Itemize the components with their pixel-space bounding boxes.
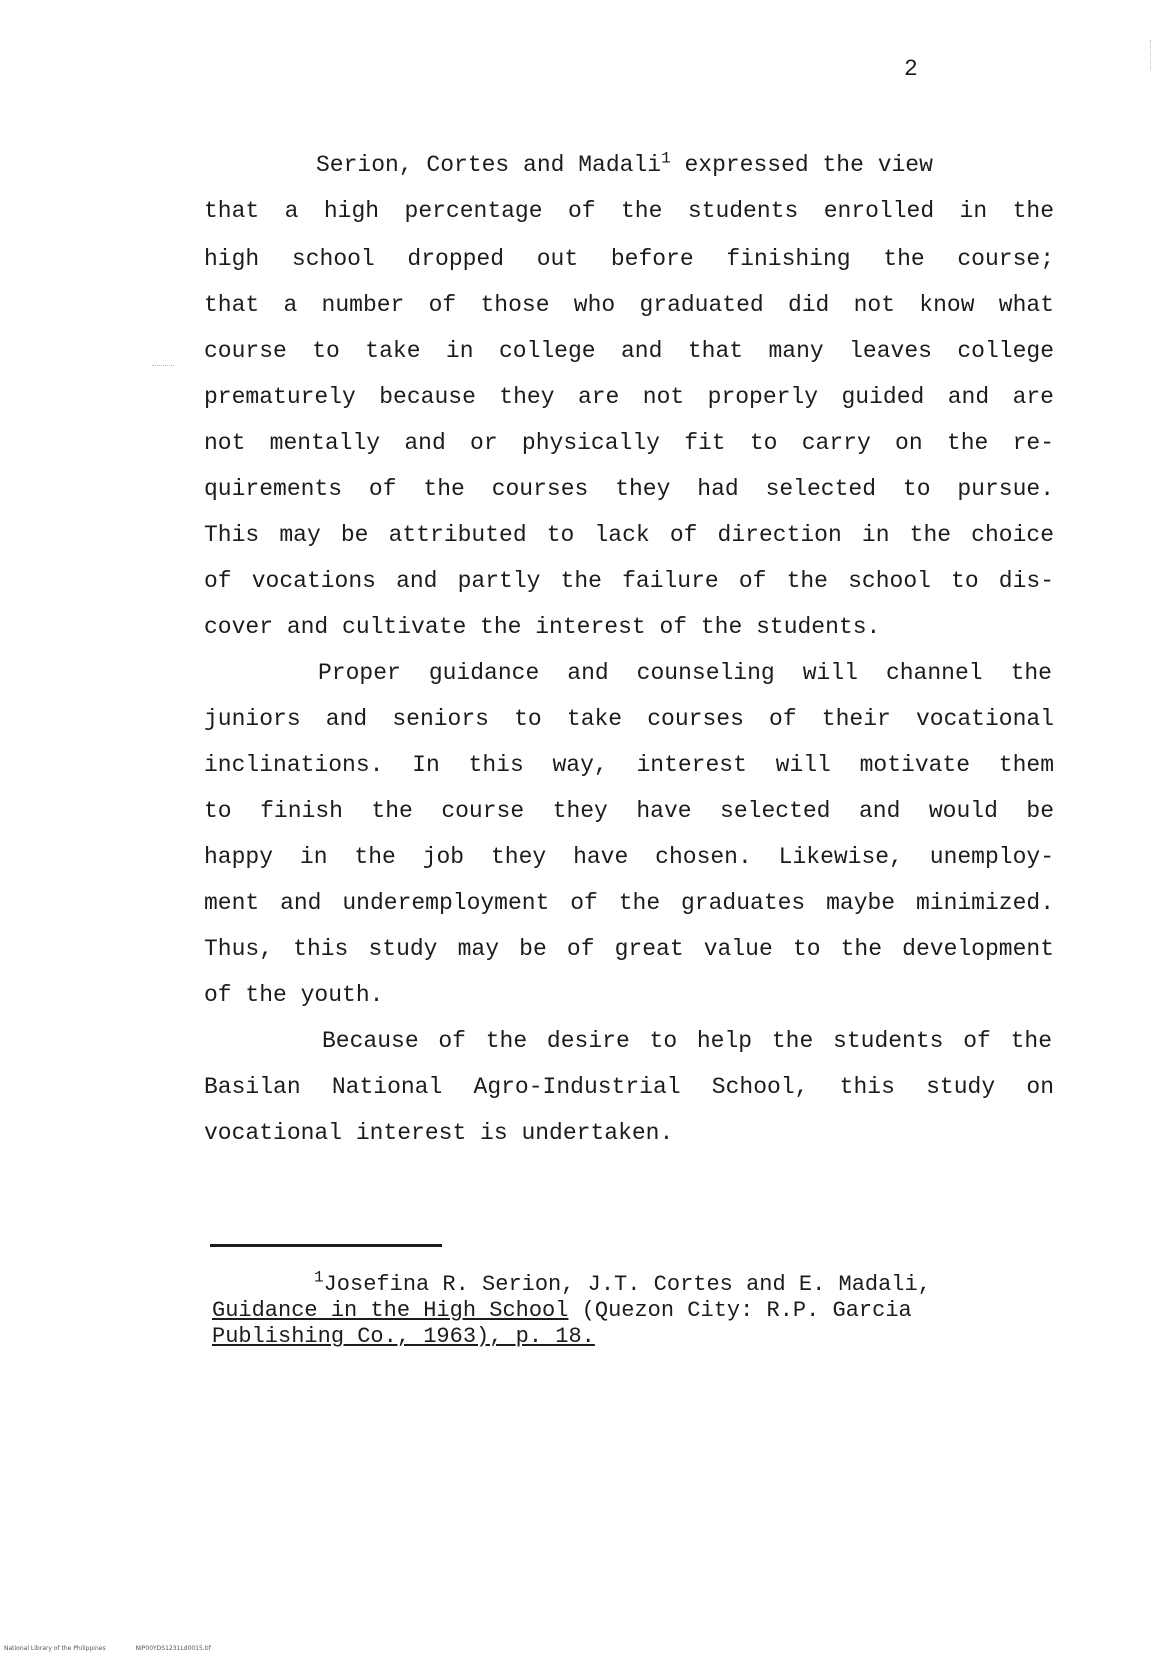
- body-line: Thus, this study may be of great value to the development: [204, 936, 1054, 962]
- footnote-line-1: [314, 1268, 1054, 1298]
- body-line: juniors and seniors to take courses of their vocational: [204, 706, 1054, 732]
- body-line: to finish the course they have selected and would be: [204, 798, 1054, 824]
- body-line: happy in the job they have chosen. Likewise, unemploy-: [204, 844, 1054, 870]
- paragraph-1-first-line: [316, 150, 1052, 180]
- footnote-mark: 1: [314, 1268, 324, 1287]
- body-line: quirements of the courses they had selected to pursue.: [204, 476, 1054, 502]
- body-line: of vocations and partly the failure of the school to dis-: [204, 568, 1054, 594]
- body-line: that a high percentage of the students enrolled in the: [204, 198, 1054, 224]
- scan-edge-mark: [1150, 40, 1157, 70]
- first-line-text-after: expressed the view: [670, 152, 933, 178]
- paragraph-3-first-line: Because of the desire to help the students of the: [322, 1028, 1052, 1054]
- body-line: ment and underemployment of the graduates maybe minimized.: [204, 890, 1054, 916]
- body-line: This may be attributed to lack of direction in the choice: [204, 522, 1054, 548]
- body-line-last: of the youth.: [204, 982, 384, 1008]
- scan-footer-library: National Library of the Philippines: [4, 1645, 106, 1652]
- body-line-last: cover and cultivate the interest of the students.: [204, 614, 881, 640]
- footnote-line-2: [212, 1298, 1052, 1324]
- scan-footer: [4, 1645, 239, 1652]
- body-line: prematurely because they are not properly guided and are: [204, 384, 1054, 410]
- scan-footer-filename: NIP00YDS1231Ld0015.tif: [135, 1645, 211, 1652]
- footnote-reference-mark: 1: [661, 149, 671, 168]
- body-line: course to take in college and that many leaves college: [204, 338, 1054, 364]
- footnote-publisher: (Quezon City: R.P. Garcia: [568, 1298, 912, 1323]
- body-line: inclinations. In this way, interest will motivate them: [204, 752, 1054, 778]
- page-number: 2: [904, 56, 918, 82]
- scan-margin-mark: [152, 365, 174, 366]
- body-line: Basilan National Agro-Industrial School, this study on: [204, 1074, 1054, 1100]
- footnote-line-3: Publishing Co., 1963), p. 18.: [212, 1324, 595, 1349]
- first-line-text-before: Serion, Cortes and Madali: [316, 152, 662, 178]
- footnote-separator: [210, 1244, 442, 1247]
- body-line-last: vocational interest is undertaken.: [204, 1120, 674, 1146]
- body-line: that a number of those who graduated did not know what: [204, 292, 1054, 318]
- footnote-book-title: Guidance in the High School: [212, 1298, 569, 1323]
- paragraph-2-first-line: Proper guidance and counseling will channel the: [318, 660, 1052, 686]
- footnote-text: Josefina R. Serion, J.T. Cortes and E. Madali,: [323, 1272, 931, 1297]
- body-line: high school dropped out before finishing the course;: [204, 246, 1054, 272]
- body-line: not mentally and or physically fit to carry on the re-: [204, 430, 1054, 456]
